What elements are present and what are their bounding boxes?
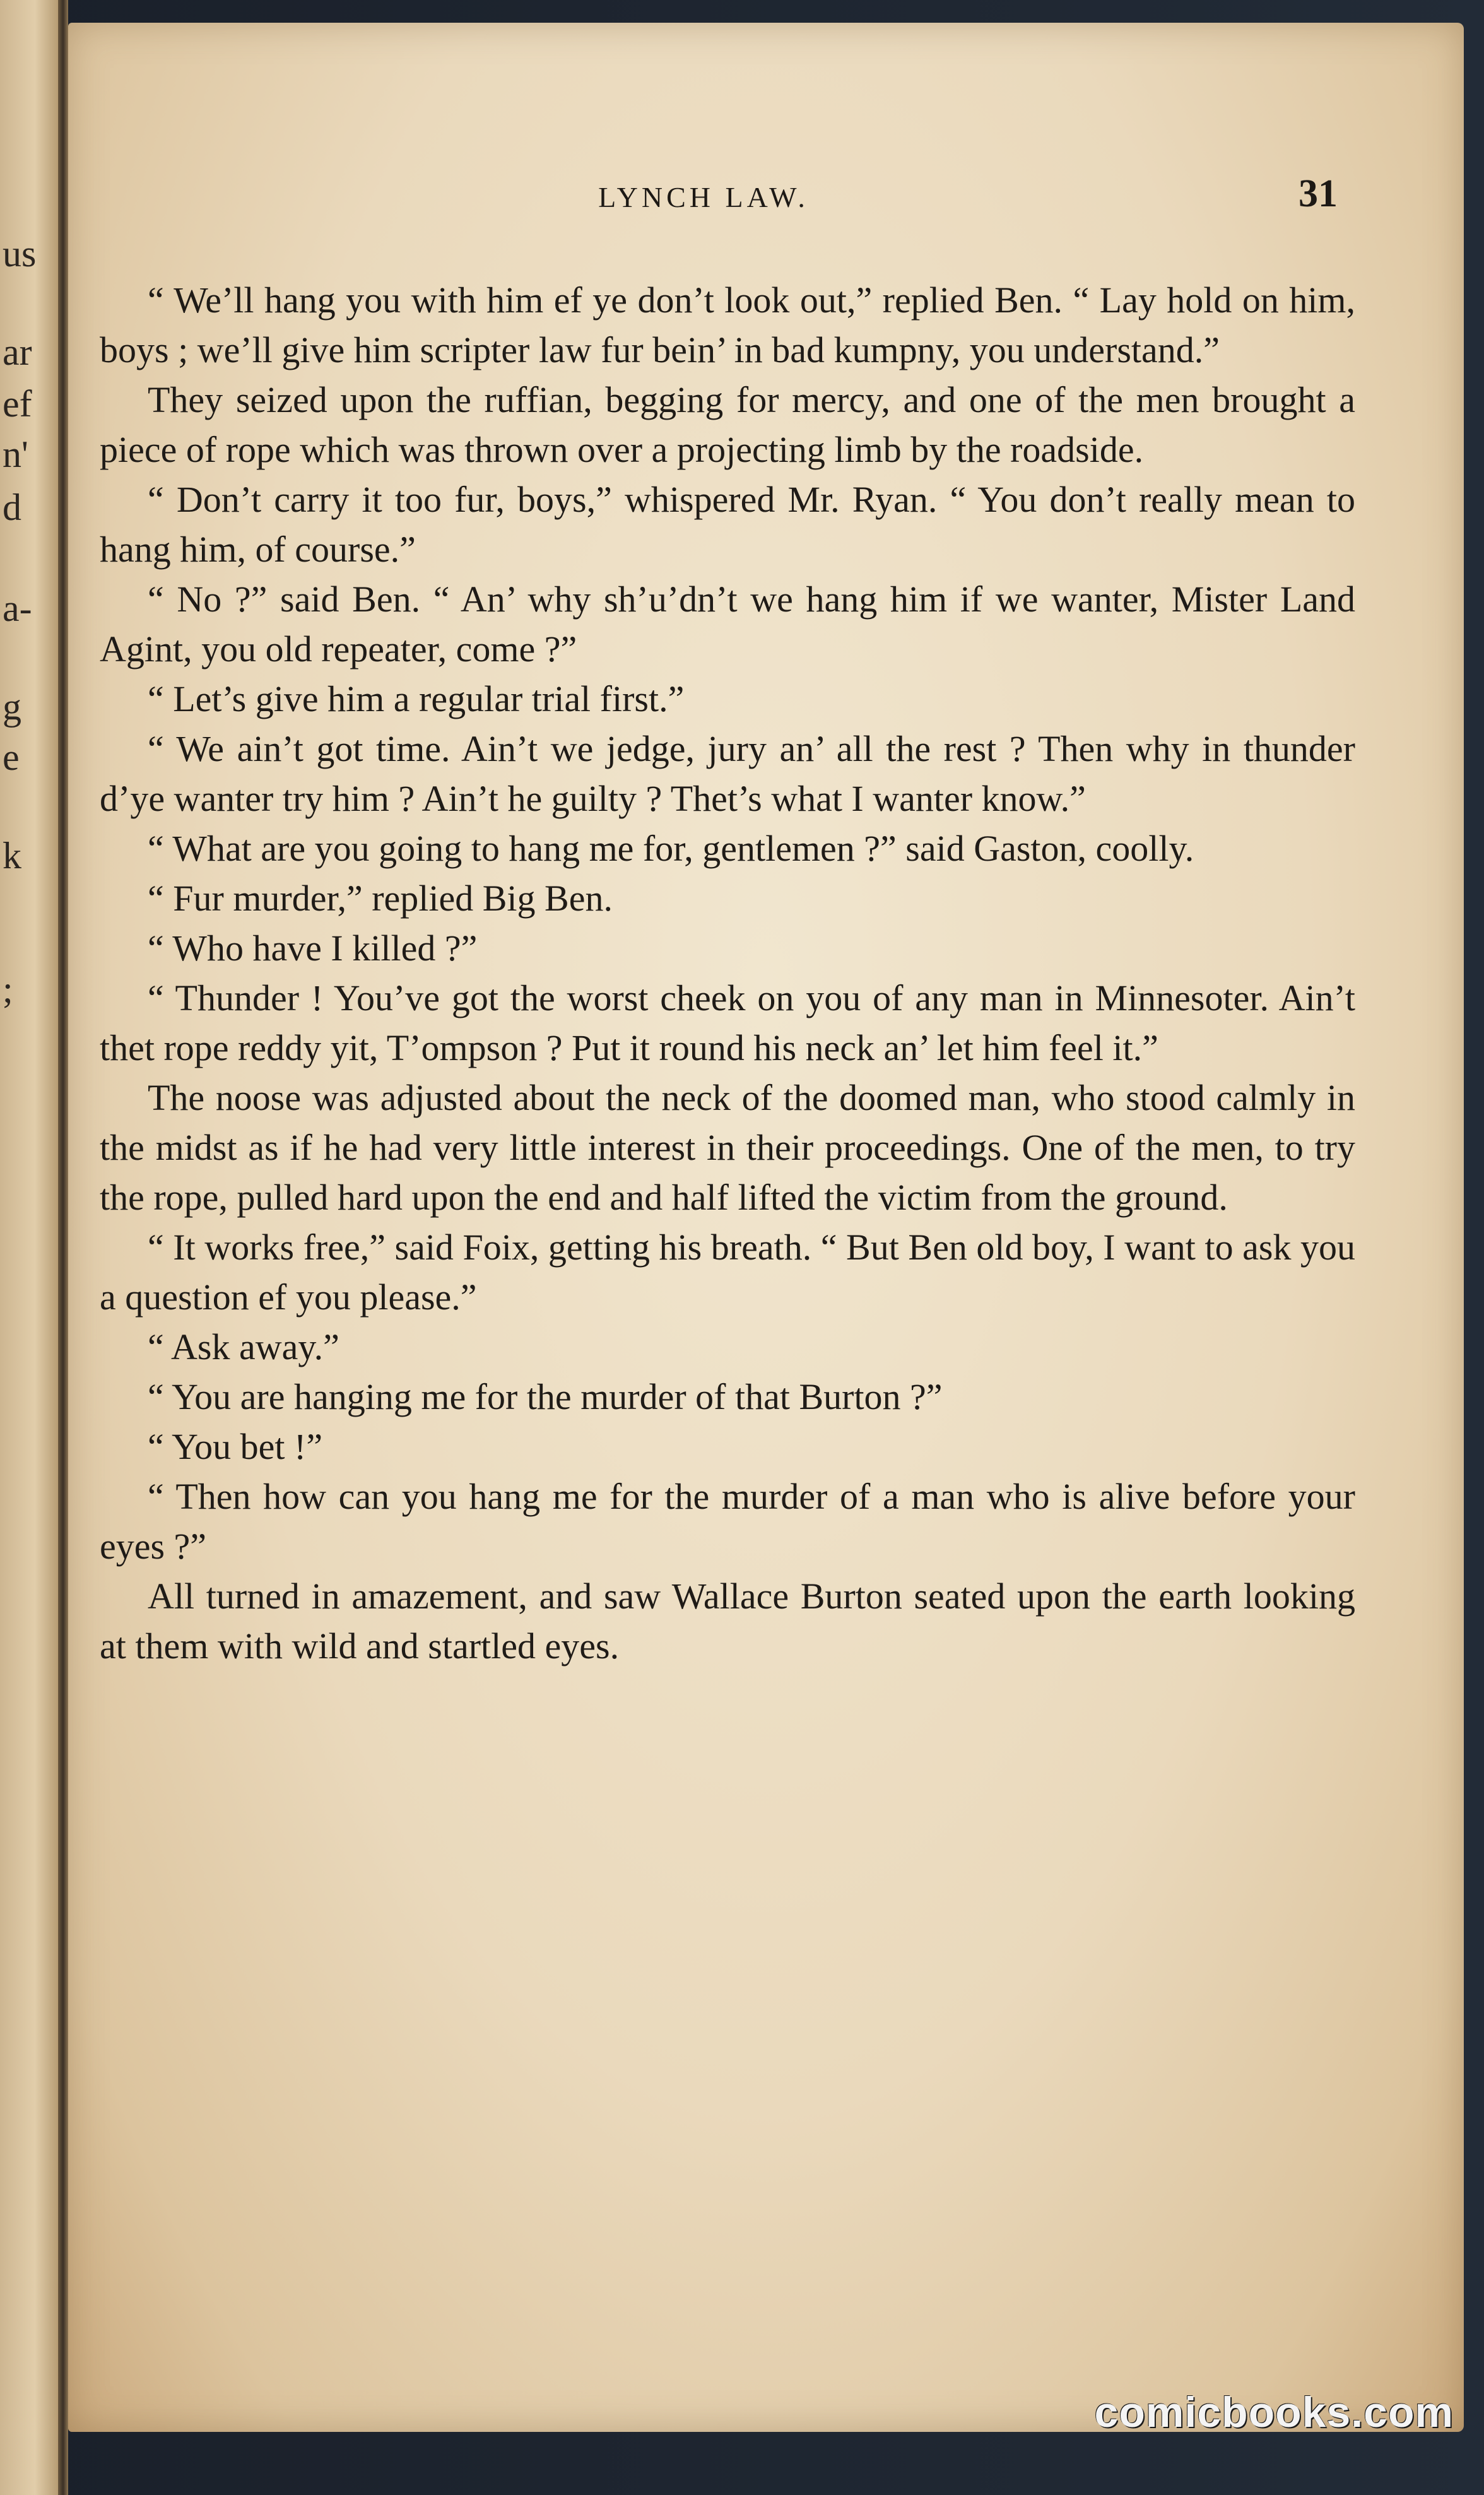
paragraph: “ Fur murder,” replied Big Ben. [148,878,613,919]
left-page-fragment: ; [3,969,13,1010]
paragraph: The noose was adjusted about the neck of the doomed man, who stood calmly in the midst as if he had very little interest in their proceedings. One of the men, to try the rope, pulled hard upon the end and half lifted the victim from the ground. [100,1077,1355,1218]
paragraph: “ Don’t carry it too fur, boys,” whispered Mr. Ryan. “ You don’t really mean to hang him, of course.” [100,479,1355,570]
page-header [95,163,1338,220]
paragraph: They seized upon the ruffian, begging for mercy, and one of the men brought a piece of rope which was thrown over a projecting limb by the roadside. [100,379,1355,470]
page-body [100,275,1355,1671]
left-page-fragment: ar [3,331,32,373]
paragraph: “ No ?” said Ben. “ An’ why sh’u’dn’t we hang him if we wanter, Mister Land Agint, you old repeater, come ?” [100,579,1355,669]
paragraph: All turned in amazement, and saw Wallace Burton seated upon the earth looking at them with wild and startled eyes. [100,1576,1355,1666]
watermark: comicbooks.com [1094,2388,1454,2436]
paragraph: “ Ask away.” [148,1326,339,1367]
left-page-fragment: d [3,487,21,528]
book-page [68,23,1464,2432]
paragraph: “ You are hanging me for the murder of that Burton ?” [148,1376,943,1417]
left-page-fragment: a- [3,587,32,629]
paragraph: “ We’ll hang you with him ef ye don’t look out,” replied Ben. “ Lay hold on him, boys ; we’ll give him scripter law fur bein’ in bad kumpny, you understand.” [100,280,1355,370]
left-page-edge [0,0,58,2495]
paragraph: “ Then how can you hang me for the murder of a man who is alive before your eyes ?” [100,1476,1355,1567]
paragraph: “ We ain’t got time. Ain’t we jedge, jury an’ all the rest ? Then why in thunder d’ye wanter try him ? Ain’t he guilty ? Thet’s what I wanter know.” [100,728,1355,819]
paragraph: “ Who have I killed ?” [148,928,478,969]
running-title: LYNCH LAW. [598,181,809,213]
paragraph: “ What are you going to hang me for, gentlemen ?” said Gaston, coolly. [148,828,1194,869]
left-page-fragment: e [3,736,20,778]
paragraph: “ Thunder ! You’ve got the worst cheek on you of any man in Minnesoter. Ain’t thet rope reddy yit, T’ompson ? Put it round his neck an’ let him feel it.” [100,977,1355,1068]
left-page-fragment: us [3,233,37,274]
paragraph: “ You bet !” [148,1426,323,1467]
left-page-fragment: n' [3,434,28,475]
paragraph: “ It works free,” said Foix, getting his breath. “ But Ben old boy, I want to ask you a question ef you please.” [100,1227,1355,1318]
left-page-fragment: g [3,686,21,728]
page-number: 31 [1298,172,1338,215]
left-page-fragment: k [3,835,21,876]
paragraph: “ Let’s give him a regular trial first.” [148,678,685,719]
book-gutter [58,0,68,2495]
left-page-fragment: ef [3,383,32,425]
